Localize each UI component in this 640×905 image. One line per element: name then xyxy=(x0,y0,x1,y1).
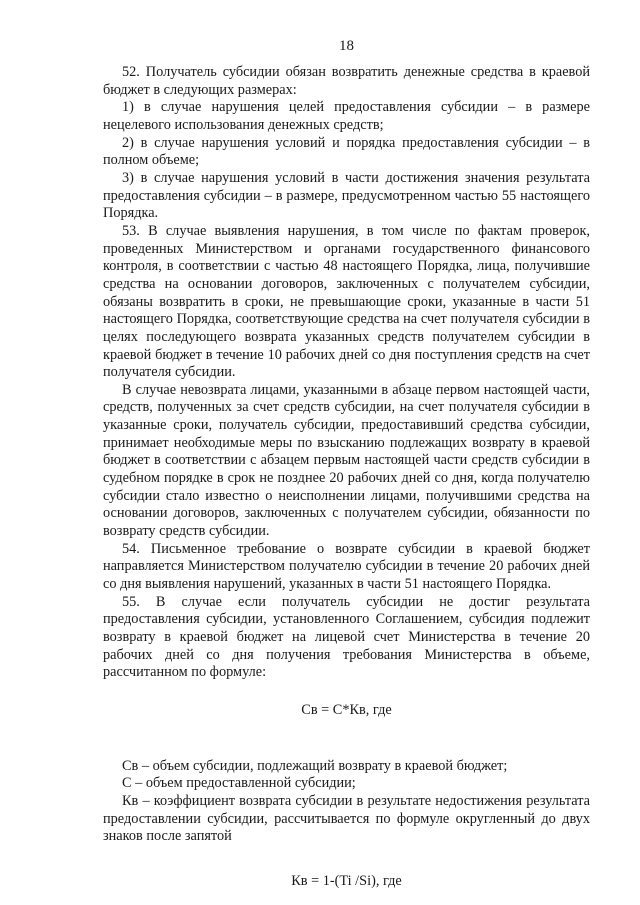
paragraph-53-part-2: В случае невозврата лицами, указанными в абзаце первом настоящей части, средств, полученных за счет средств субсидии, на счет получателя субсидии в указанные сроки, получатель субсидии, предоставивший средства субсидии, принимает необходимые меры по взысканию подлежащих возврату в краевой бюджет в соответствии с абзацем первым настоящей части средств субсидии в судебном порядке в срок не позднее 20 рабочих дней со дня, когда получателю субсидии стало известно о неисполнении лицами, получившими средства на основании договоров, заключенных с получателем субсидии, обязанности по возврату средств субсидии. xyxy=(103,381,590,540)
page-number: 18 xyxy=(339,38,354,54)
paragraph-52-item-3: 3) в случае нарушения условий в части достижения значения результата предоставления субсидии – в размере, предусмотренном частью 55 настоящего Порядка. xyxy=(103,169,590,222)
definition-kv: Кв – коэффициент возврата субсидии в результате недостижения результата предоставлении субсидии, рассчитывается по формуле округленный до двух знаков после запятой xyxy=(103,792,590,845)
paragraph-54: 54. Письменное требование о возврате субсидии в краевой бюджет направляется Министерством получателю субсидии в течение 20 рабочих дней со дня выявления нарушений, указанных в части 51 настоящего Порядка. xyxy=(103,540,590,593)
paragraph-52: 52. Получатель субсидии обязан возвратить денежные средства в краевой бюджет в следующих размерах: xyxy=(103,64,590,98)
definition-s: С – объем предоставленной субсидии; xyxy=(122,775,356,792)
paragraph-53: 53. В случае выявления нарушения, в том числе по фактам проверок, проведенных Министерством и органами государственного финансового контроля, в соответствии с частью 48 настоящего Порядка, лица, получившие средства на основании договоров, заключенных с получателем субсидии, обязаны возвратить в сроки, не превышающие сроки, указанные в части 51 настоящего Порядка, соответствующие средства на счет получателя субсидии в целях последующего возврата указанных средств получателем субсидии в краевой бюджет в течение 10 рабочих дней со дня поступления средств на счет получателя субсидии. xyxy=(103,222,590,381)
paragraph-55: 55. В случае если получатель субсидии не достиг результата предоставления субсидии, установленного Соглашением, субсидия подлежит возврату в краевой бюджет на лицевой счет Министерства в течение 20 рабочих дней со дня получения требования Министерства в объеме, рассчитанном по формуле: xyxy=(103,593,590,681)
formula-return-volume: Св = С*Кв, где xyxy=(301,701,392,718)
paragraph-52-item-1: 1) в случае нарушения целей предоставления субсидии – в размере нецелевого использования денежных средств; xyxy=(103,99,590,133)
definition-sv: Св – объем субсидии, подлежащий возврату в краевой бюджет; xyxy=(122,757,508,774)
paragraph-52-item-2: 2) в случае нарушения условий и порядка предоставления субсидии – в полном объеме; xyxy=(103,134,590,169)
formula-return-coefficient: Кв = 1-(Ti /Si), где xyxy=(291,872,402,889)
